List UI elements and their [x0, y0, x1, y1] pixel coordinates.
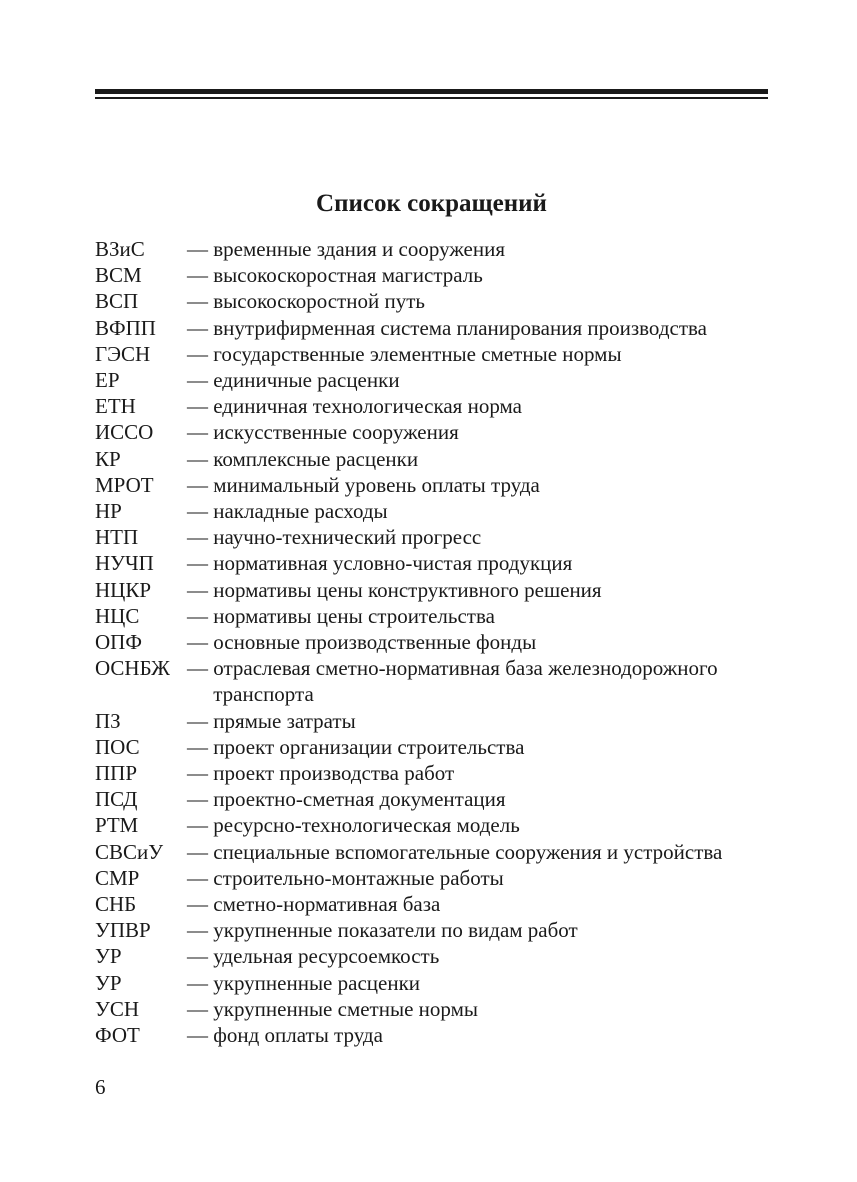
abbreviation: ВФПП	[95, 315, 156, 340]
abbreviation: ЕТН	[95, 394, 136, 419]
abbreviation: НЦС	[95, 603, 140, 628]
header-rule-thin	[95, 97, 768, 99]
list-item	[95, 341, 775, 367]
abbreviation: НУЧП	[95, 551, 154, 576]
definition: комплексные расценки	[213, 446, 419, 471]
dash-separator: —	[187, 525, 214, 550]
list-item	[95, 760, 775, 786]
abbreviation: ВЗиС	[95, 237, 145, 261]
definition: отраслевая сметно-нормативная база железнодорожного транспорта	[213, 656, 718, 707]
dash-separator: —	[187, 472, 214, 497]
dash-separator: —	[187, 577, 214, 602]
definition: высокоскоростной путь	[213, 289, 425, 314]
dash-separator: —	[187, 630, 214, 655]
list-item	[95, 996, 775, 1022]
definition: искусственные сооружения	[213, 420, 459, 445]
definition: фонд оплаты труда	[213, 1023, 383, 1048]
dash-separator: —	[187, 970, 214, 995]
dash-separator: —	[187, 918, 214, 943]
abbreviation: ОПФ	[95, 630, 142, 655]
definition: нормативы цены строительства	[213, 603, 495, 628]
list-item	[95, 577, 775, 603]
definition: прямые затраты	[213, 708, 356, 733]
list-item	[95, 236, 775, 262]
abbreviation: ЕР	[95, 368, 120, 393]
dash-separator: —	[187, 813, 214, 838]
list-item	[95, 970, 775, 996]
list-item	[95, 839, 775, 865]
abbreviation: РТМ	[95, 813, 139, 838]
list-item	[95, 419, 775, 445]
definition: ресурсно-технологическая модель	[213, 813, 520, 838]
dash-separator: —	[187, 603, 214, 628]
dash-separator: —	[187, 1023, 214, 1048]
dash-separator: —	[187, 499, 214, 524]
list-item	[95, 655, 775, 707]
list-item	[95, 367, 775, 393]
definition: научно-технический прогресс	[213, 525, 482, 550]
abbreviation: УСН	[95, 996, 140, 1021]
abbreviation: МРОТ	[95, 472, 154, 497]
definition: внутрифирменная система планирования производства	[213, 315, 707, 340]
list-item	[95, 472, 775, 498]
dash-separator: —	[187, 446, 214, 471]
dash-separator: —	[187, 787, 214, 812]
dash-separator: —	[187, 315, 214, 340]
abbreviation: ВСМ	[95, 263, 142, 288]
list-item	[95, 288, 775, 314]
list-item	[95, 1022, 775, 1048]
definition: укрупненные расценки	[213, 970, 421, 995]
list-item	[95, 446, 775, 472]
abbreviation: ОСНБЖ	[95, 656, 170, 681]
list-item	[95, 498, 775, 524]
list-item	[95, 393, 775, 419]
abbreviation: НР	[95, 499, 122, 524]
dash-separator: —	[187, 341, 214, 366]
dash-separator: —	[187, 289, 214, 314]
header-rule-thick	[95, 89, 768, 94]
definition: специальные вспомогательные сооружения и устройства	[213, 839, 723, 864]
dash-separator: —	[187, 237, 214, 261]
abbreviation: ПОС	[95, 734, 140, 759]
list-item	[95, 891, 775, 917]
abbreviation: ВСП	[95, 289, 139, 314]
abbreviation: СНБ	[95, 892, 137, 917]
dash-separator: —	[187, 263, 214, 288]
dash-separator: —	[187, 944, 214, 969]
list-item	[95, 734, 775, 760]
abbreviation: ПСД	[95, 787, 138, 812]
abbreviation: ПЗ	[95, 708, 121, 733]
list-item	[95, 603, 775, 629]
abbreviation: СМР	[95, 865, 140, 890]
abbreviation: ФОТ	[95, 1023, 140, 1048]
definition: укрупненные показатели по видам работ	[213, 918, 578, 943]
list-item	[95, 917, 775, 943]
list-item	[95, 315, 775, 341]
definition: нормативная условно-чистая продукция	[213, 551, 573, 576]
page-number: 6	[95, 1075, 106, 1099]
definition: нормативы цены конструктивного решения	[213, 577, 602, 602]
definition: сметно-нормативная база	[213, 892, 441, 917]
abbreviation: ППР	[95, 761, 138, 786]
definition: удельная ресурсоемкость	[213, 944, 440, 969]
list-item	[95, 550, 775, 576]
dash-separator: —	[187, 368, 214, 393]
definition: укрупненные сметные нормы	[213, 996, 478, 1021]
list-item	[95, 812, 775, 838]
dash-separator: —	[187, 839, 214, 864]
dash-separator: —	[187, 394, 214, 419]
abbreviation: УР	[95, 944, 122, 969]
abbreviation: УПВР	[95, 918, 151, 943]
abbreviation: СВСиУ	[95, 839, 164, 864]
dash-separator: —	[187, 656, 214, 681]
definition: строительно-монтажные работы	[213, 865, 504, 890]
abbreviation: ГЭСН	[95, 341, 151, 366]
abbreviation-list	[95, 236, 775, 1048]
abbreviation: НТП	[95, 525, 139, 550]
definition: накладные расходы	[213, 499, 388, 524]
definition: временные здания и сооружения	[213, 237, 506, 261]
list-item	[95, 629, 775, 655]
abbreviation: УР	[95, 970, 122, 995]
dash-separator: —	[187, 865, 214, 890]
definition: государственные элементные сметные нормы	[213, 341, 622, 366]
dash-separator: —	[187, 734, 214, 759]
list-item	[95, 943, 775, 969]
list-item	[95, 524, 775, 550]
dash-separator: —	[187, 892, 214, 917]
list-item	[95, 786, 775, 812]
definition: высокоскоростная магистраль	[213, 263, 483, 288]
definition: основные производственные фонды	[213, 630, 537, 655]
abbreviation: ИССО	[95, 420, 154, 445]
definition: единичные расценки	[213, 368, 400, 393]
definition: проект производства работ	[213, 761, 455, 786]
abbreviation: КР	[95, 446, 121, 471]
dash-separator: —	[187, 996, 214, 1021]
definition: единичная технологическая норма	[213, 394, 522, 419]
list-item	[95, 262, 775, 288]
definition: проектно-сметная документация	[213, 787, 506, 812]
definition: проект организации строительства	[213, 734, 525, 759]
page-title: Список сокращений	[316, 190, 547, 217]
dash-separator: —	[187, 708, 214, 733]
abbreviation: НЦКР	[95, 577, 152, 602]
definition: минимальный уровень оплаты труда	[213, 472, 540, 497]
dash-separator: —	[187, 761, 214, 786]
dash-separator: —	[187, 420, 214, 445]
dash-separator: —	[187, 551, 214, 576]
list-item	[95, 865, 775, 891]
list-item	[95, 708, 775, 734]
